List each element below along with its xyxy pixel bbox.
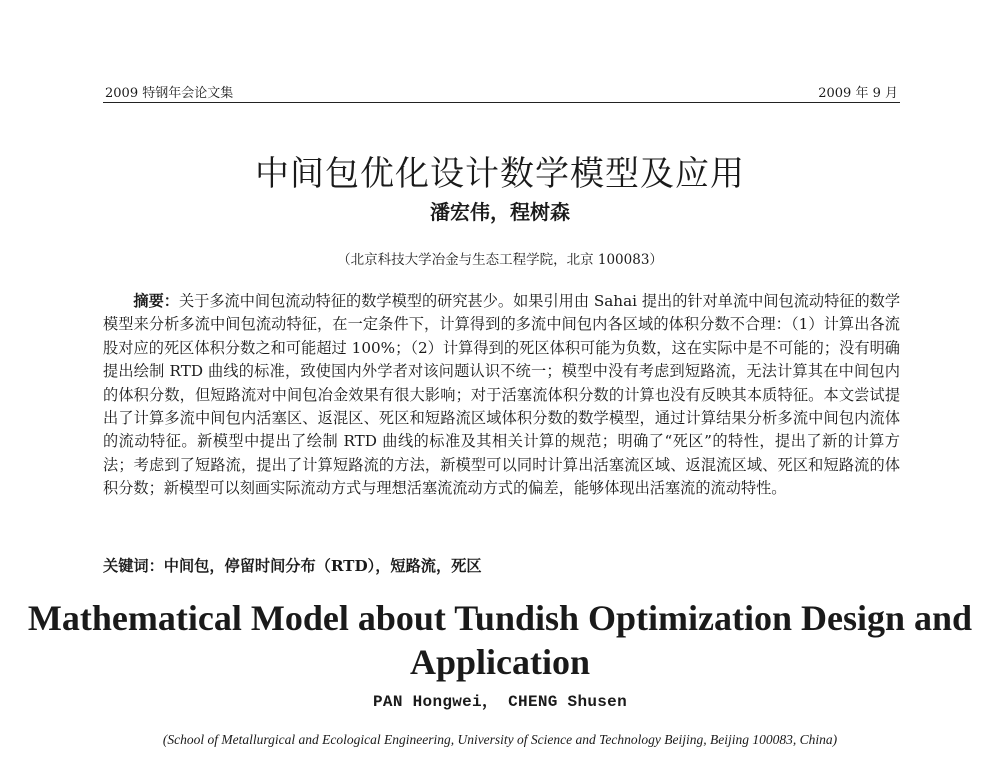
chinese-title: 中间包优化设计数学模型及应用 — [255, 154, 745, 194]
running-header — [103, 80, 900, 103]
chinese-authors: 潘宏伟，程树森 — [430, 200, 570, 224]
header-date: 2009 年 9 月 — [818, 86, 898, 101]
english-affiliation: (School of Metallurgical and Ecological Engineering, University of Science and Technology Beijing, Beijing 100083, China) — [162, 732, 838, 747]
chinese-abstract — [103, 290, 900, 501]
chinese-affiliation: （北京科技大学冶金与生态工程学院，北京 100083） — [337, 252, 663, 268]
english-title: Mathematical Model about Tundish Optimization Design and Application — [27, 598, 973, 682]
english-authors: PAN Hongwei， CHENG Shusen — [373, 693, 627, 711]
abstract-text: 关于多流中间包流动特征的数学模型的研究甚少。如果引用由 Sahai 提出的针对单流中间包流动特征的数学模型来分析多流中间包流动特征，在一定条件下，计算得到的多流中间包内各区域的体积分数不合理：（1）计算出各流股对应的死区体积分数之和可能超过 100%；（2）计算得到的死区体积可能为负数，这在实际中是不可能的；没有明确提出绘制 RTD 曲线的标准，致使国内外学者对该问题认识不统一；模型中没有考虑到短路流，无法计算其在中间包内的体积分数，但短路流对中间包冶金效果有很大影响；对于活塞流体积分数的计算也没有反映其本质特征。本文尝试提出了计算多流中间包内活塞区、返混区、死区和短路流区域体积分数的数学模型，通过计算结果分析多流中间包内流体的流动特征。新模型中提出了绘制 RTD 曲线的标准及其相关计算的规范；明确了“死区”的特性，提出了新的计算方法；考虑到了短路流，提出了计算短路流的方法，新模型可以同时计算出活塞流区域、返混流区域、死区和短路流的体积分数；新模型可以刻画实际流动方式与理想活塞流流动方式的偏差，能够体现出活塞流的流动特性。 — [103, 292, 901, 498]
chinese-keywords: 关键词：中间包，停留时间分布（RTD），短路流，死区 — [103, 557, 482, 575]
header-proceedings-name: 2009 特钢年会论文集 — [105, 86, 234, 101]
abstract-label: 摘要： — [133, 292, 179, 310]
